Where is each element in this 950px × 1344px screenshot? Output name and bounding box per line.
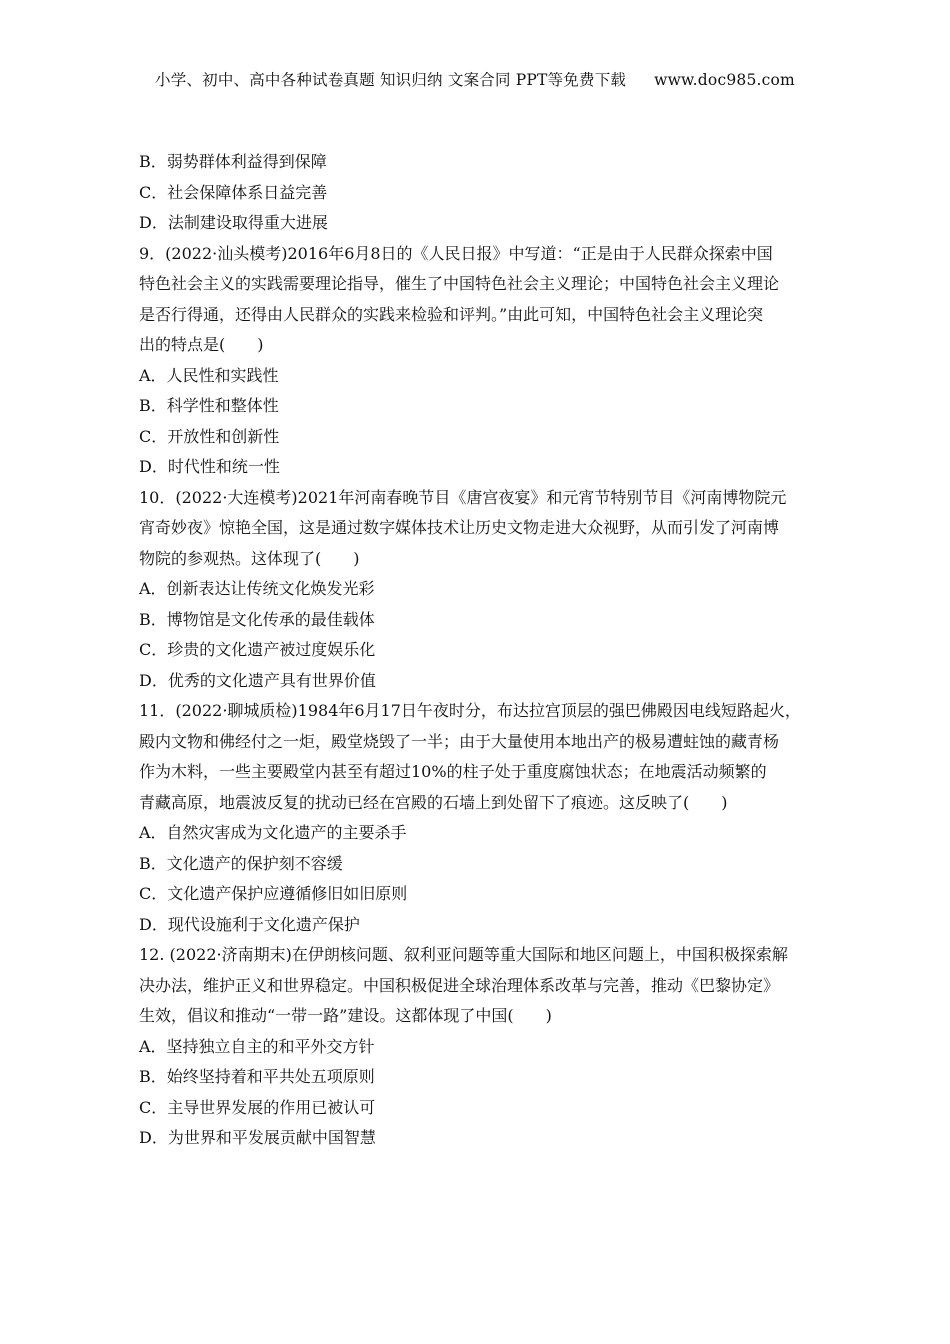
question-stem-line: 特色社会主义的实践需要理论指导，催生了中国特色社会主义理论；中国特色社会主义理论	[139, 274, 780, 293]
question-11	[139, 696, 819, 940]
leading-options	[139, 147, 819, 239]
document-body	[139, 147, 819, 1154]
option-d: D．时代性和统一性	[139, 457, 280, 476]
question-stem-line: 决办法，维护正义和世界稳定。中国积极促进全球治理体系改革与完善，推动《巴黎协定》	[139, 975, 780, 995]
option-a: A．创新表达让传统文化焕发光彩	[139, 579, 375, 598]
question-stem-line: 11．(2022·聊城质检)1984年6月17日午夜时分，布达拉宫顶层的强巴佛殿因电线短路起火，	[139, 701, 801, 720]
option-d: D．优秀的文化遗产具有世界价值	[139, 670, 376, 690]
option-c: C．社会保障体系日益完善	[139, 182, 328, 202]
question-12	[139, 940, 819, 1154]
question-stem-line: 殿内文物和佛经付之一炬，殿堂烧毁了一半；由于大量使用本地出产的极易遭蛀蚀的藏青杨	[139, 731, 780, 751]
question-stem-line: 作为木料，一些主要殿堂内甚至有超过10%的柱子处于重度腐蚀状态；在地震活动频繁的	[139, 762, 767, 781]
option-c: C．开放性和创新性	[139, 426, 280, 446]
option-b: B．博物馆是文化传承的最佳载体	[139, 609, 375, 629]
question-stem-line: 生效，倡议和推动“一带一路”建设。这都体现了中国( )	[139, 1006, 552, 1025]
header-site: www.doc985.com	[654, 71, 795, 89]
question-stem-line: 青藏高原，地震波反复的扰动已经在宫殿的石墙上到处留下了痕迹。这反映了( )	[139, 792, 728, 812]
header-text: 小学、初中、高中各种试卷真题 知识归纳 文案合同 PPT等免费下载	[155, 71, 627, 89]
option-b: B．始终坚持着和平共处五项原则	[139, 1067, 375, 1086]
question-stem-line: 宵奇妙夜》惊艳全国，这是通过数字媒体技术让历史文物走进大众视野，从而引发了河南博	[139, 518, 780, 537]
option-d: D．现代设施利于文化遗产保护	[139, 914, 360, 934]
option-b: B．科学性和整体性	[139, 396, 279, 415]
question-stem-line: 10．(2022·大连模考)2021年河南春晚节目《唐宫夜宴》和元宵节特别节目《河南博物院元	[139, 487, 787, 507]
option-c: C．珍贵的文化遗产被过度娱乐化	[139, 640, 376, 659]
option-a: A．自然灾害成为文化遗产的主要杀手	[139, 823, 407, 842]
question-stem-line: 是否行得通，还得由人民群众的实践来检验和评判。”由此可知，中国特色社会主义理论突	[139, 304, 764, 324]
question-stem-line: 12. (2022·济南期末)在伊朗核问题、叙利亚问题等重大国际和地区问题上，中国积极探索解	[139, 945, 788, 964]
option-d: D．为世界和平发展贡献中国智慧	[139, 1128, 376, 1147]
option-b: B．文化遗产的保护刻不容缓	[139, 853, 343, 873]
option-d: D．法制建设取得重大进展	[139, 213, 328, 232]
question-9	[139, 239, 819, 483]
option-a: A．坚持独立自主的和平外交方针	[139, 1036, 375, 1056]
option-b: B．弱势群体利益得到保障	[139, 152, 327, 171]
option-c: C．文化遗产保护应遵循修旧如旧原则	[139, 884, 408, 903]
question-10	[139, 483, 819, 697]
page-header	[0, 68, 950, 90]
question-stem-line: 9．(2022·汕头模考)2016年6月8日的《人民日报》中写道：“正是由于人民群众探索中国	[139, 243, 773, 263]
question-stem-line: 物院的参观热。这体现了( )	[139, 548, 360, 568]
question-stem-line: 出的特点是( )	[139, 335, 264, 354]
option-a: A．人民性和实践性	[139, 365, 279, 385]
option-c: C．主导世界发展的作用已被认可	[139, 1097, 376, 1117]
